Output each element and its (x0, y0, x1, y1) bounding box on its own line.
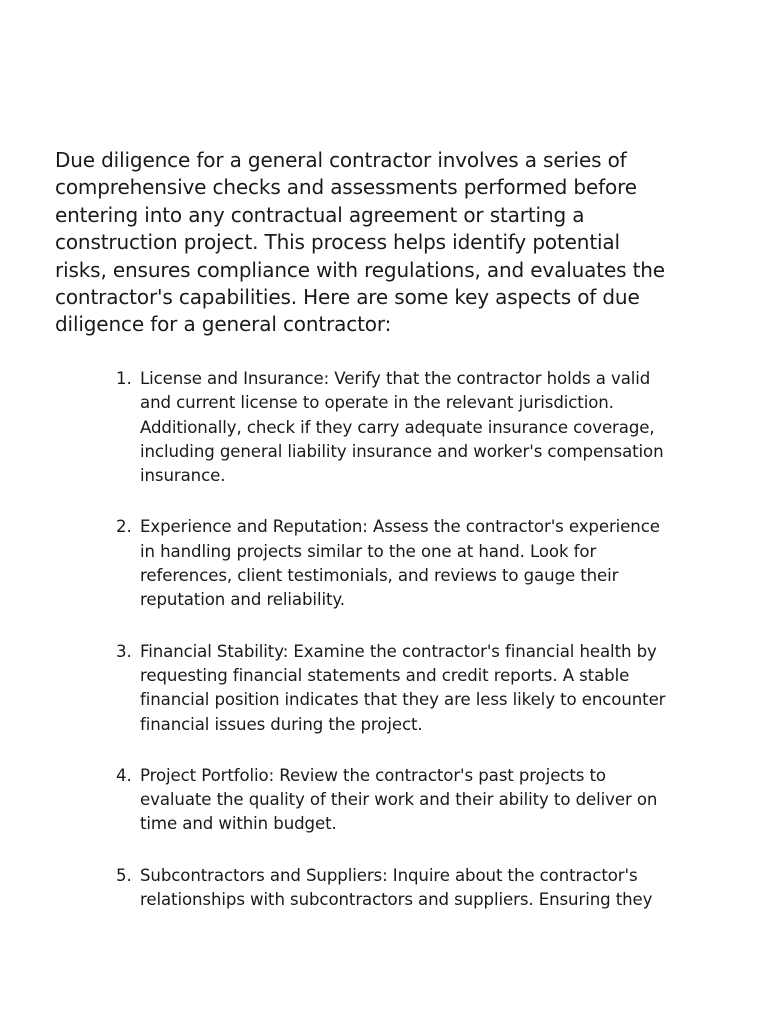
intro-paragraph: Due diligence for a general contractor involves a series of comprehensive checks and assessments performed before entering into any contractual agreement or starting a construction project. This process helps identify potential risks, ensures compliance with regulations, and evaluates the contractor's capabilities. Here are some key aspects of due diligence for a general contractor: (55, 148, 665, 337)
due-diligence-list (106, 367, 674, 912)
list-item (106, 367, 674, 488)
list-item-text: Experience and Reputation: Assess the contractor's experience in handling projects similar to the one at hand. Look for references, client testimonials, and reviews to gauge their reputation and reliability. (140, 517, 660, 610)
list-item-text: Financial Stability: Examine the contractor's financial health by requesting financial statements and credit reports. A stable financial position indicates that they are less likely to encounter financial issues during the project. (140, 641, 666, 734)
list-item (106, 764, 674, 837)
list-item (106, 515, 674, 612)
list-item (106, 864, 674, 913)
list-item-number: 1. (116, 369, 132, 388)
list-item-number: 5. (116, 865, 132, 885)
list-item (106, 640, 674, 737)
list-item-number: 4. (116, 765, 132, 785)
list-item-number: 3. (116, 641, 132, 661)
list-item-number: 2. (116, 517, 132, 537)
list-item-text: License and Insurance: Verify that the contractor holds a valid and current license to operate in the relevant jurisdiction. Additionally, check if they carry adequate insurance coverage, including general liability insurance and worker's compensation insurance. (140, 369, 664, 486)
list-item-text: Subcontractors and Suppliers: Inquire about the contractor's relationships with subcontractors and suppliers. Ensuring they (140, 865, 653, 910)
list-item-text: Project Portfolio: Review the contractor's past projects to evaluate the quality of their work and their ability to deliver on time and within budget. (140, 765, 658, 834)
